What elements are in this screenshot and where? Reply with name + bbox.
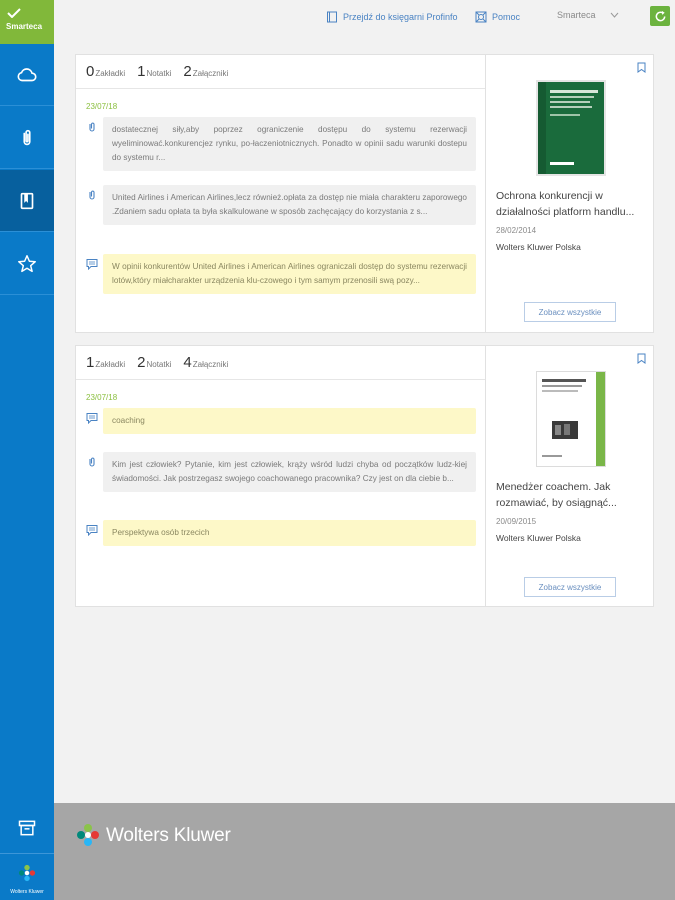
- book-publisher: Wolters Kluwer Polska: [496, 242, 581, 252]
- counter-num: 4: [183, 354, 192, 371]
- book-title[interactable]: Ochrona konkurencji w działalności platform handlu...: [496, 190, 635, 218]
- counter-notes[interactable]: [137, 354, 171, 371]
- list-item[interactable]: [86, 520, 476, 546]
- counters-bar: [76, 55, 485, 89]
- book-card: [75, 54, 654, 333]
- counter-notes[interactable]: [137, 63, 171, 80]
- help-link[interactable]: [475, 9, 520, 25]
- user-dropdown[interactable]: [557, 10, 619, 20]
- counter-label: Zakładki: [95, 360, 126, 369]
- book-cover[interactable]: [536, 371, 606, 467]
- notebook-icon: [16, 190, 38, 212]
- archive-icon: [17, 818, 37, 838]
- paperclip-icon: [86, 189, 98, 201]
- sidebar-divider: [0, 853, 54, 854]
- entry-text: Kim jest człowiek? Pytanie, kim jest człowiek, krąży wśród ludzi chyba od początków ludz-kiej świadomości. Jak postrzegasz swojego coachowanego pracownika? Czy jest on dla ciebie b...: [103, 452, 476, 492]
- book-date: 28/02/2014: [496, 226, 537, 235]
- profinfo-link-label: Przejdź do księgarni Profinfo: [343, 12, 458, 22]
- footer: [54, 803, 675, 900]
- footer-brand: Wolters Kluwer: [106, 825, 231, 846]
- bookstore-icon: [326, 11, 338, 23]
- topbar: [54, 0, 675, 36]
- counter-label: Załączniki: [192, 360, 229, 369]
- nav-favorites[interactable]: [0, 233, 54, 295]
- list-item[interactable]: [86, 452, 476, 502]
- smarteca-logo[interactable]: [0, 0, 54, 44]
- nav-attachments[interactable]: [0, 107, 54, 169]
- wk-small-text: Wolters Kluwer: [10, 889, 44, 895]
- see-all-button[interactable]: Zobacz wszystkie: [524, 577, 616, 597]
- card-book-info: [486, 346, 653, 606]
- counter-attachments[interactable]: [183, 354, 228, 371]
- paperclip-icon: [86, 456, 98, 468]
- counter-label: Notatki: [146, 360, 172, 369]
- wolters-kluwer-small-logo: [0, 860, 54, 900]
- entries-date: 23/07/18: [86, 102, 118, 111]
- user-name: Smarteca: [557, 10, 596, 20]
- nav-cloud[interactable]: [0, 44, 54, 106]
- note-icon: [86, 412, 98, 424]
- counter-label: Notatki: [146, 69, 172, 78]
- logo-text: Smarteca: [6, 22, 43, 31]
- book-publisher: Wolters Kluwer Polska: [496, 533, 581, 543]
- bookmark-icon[interactable]: [637, 353, 646, 364]
- entry-text: coaching: [103, 408, 476, 434]
- chevron-down-icon: [610, 12, 619, 18]
- list-item[interactable]: [86, 254, 476, 306]
- paperclip-icon: [86, 121, 98, 133]
- note-icon: [86, 258, 98, 270]
- counter-label: Załączniki: [192, 69, 229, 78]
- cloud-icon: [16, 64, 38, 86]
- archive-button[interactable]: [0, 808, 54, 848]
- wk-flower-icon: [18, 864, 36, 882]
- book-cover-image: [536, 371, 606, 467]
- card-activity: [76, 346, 486, 606]
- profinfo-link[interactable]: [326, 9, 458, 25]
- book-cover[interactable]: [536, 80, 606, 176]
- book-card: [75, 345, 654, 607]
- counter-attachments[interactable]: [183, 63, 228, 80]
- entry-text: Perspektywa osób trzecich: [103, 520, 476, 546]
- bookmark-icon[interactable]: [637, 62, 646, 73]
- card-activity: [76, 55, 486, 332]
- book-title[interactable]: Menedżer coachem. Jak rozmawiać, by osiągnąć...: [496, 481, 617, 509]
- help-icon: [475, 11, 487, 23]
- note-icon: [86, 524, 98, 536]
- help-link-label: Pomoc: [492, 12, 521, 22]
- entry-text: dostatecznej siły,aby poprzez ograniczenie dostępu do systemu rezerwacji wyeliminować.konkurencjez rynku, po-łaczeniotnicznych. Ponadto w opinii sadu warunki dostepu do systemu r...: [103, 117, 476, 171]
- entry-text: United Airlines i American Airlines,lecz również.opłata za dostęp nie miała charakteru zaporowego .Zdaniem sadu opłata ta była skalkulowane w sposób zachęcający do korzystania z s...: [103, 185, 476, 225]
- book-date: 20/09/2015: [496, 517, 537, 526]
- counter-num: 1: [137, 63, 146, 80]
- refresh-button[interactable]: [650, 6, 670, 26]
- wk-flower-icon: [76, 823, 100, 847]
- nav-notes[interactable]: [0, 170, 54, 232]
- counter-bookmarks[interactable]: [86, 63, 125, 80]
- card-book-info: [486, 55, 653, 332]
- counter-num: 2: [137, 354, 146, 371]
- logo-mark-icon: [7, 8, 21, 18]
- counter-label: Zakładki: [95, 69, 126, 78]
- list-item[interactable]: [86, 185, 476, 235]
- star-icon: [16, 253, 38, 275]
- counter-bookmarks[interactable]: [86, 354, 125, 371]
- refresh-icon: [654, 10, 667, 23]
- see-all-button[interactable]: Zobacz wszystkie: [524, 302, 616, 322]
- sidebar: [0, 0, 54, 900]
- entries-date: 23/07/18: [86, 393, 118, 402]
- entry-text: W opinii konkurentów United Airlines i American Airlines ograniczali dostęp do systemu rezerwacji lotów,który miałcharakter urządzenia klu-czowego i tym samym przenosili swą pozy...: [103, 254, 476, 294]
- list-item[interactable]: [86, 408, 476, 434]
- counters-bar: [76, 346, 485, 380]
- paperclip-icon: [16, 127, 38, 149]
- counter-num: 0: [86, 63, 95, 80]
- counter-num: 2: [183, 63, 192, 80]
- counter-num: 1: [86, 354, 95, 371]
- book-cover-image: [536, 80, 606, 176]
- list-item[interactable]: [86, 117, 476, 167]
